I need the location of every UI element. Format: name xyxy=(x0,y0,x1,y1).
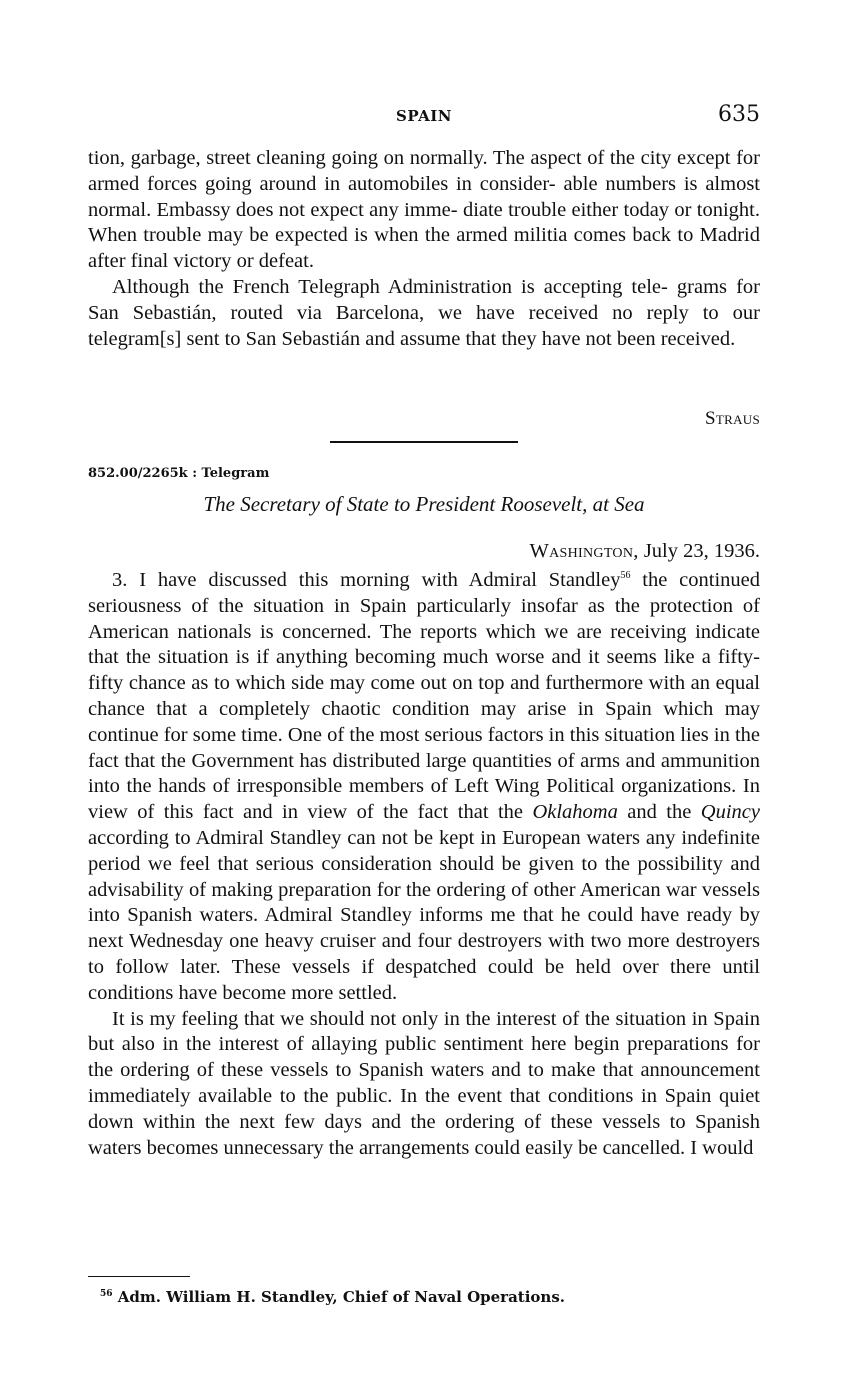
text-line: tion, garbage, street cleaning going on normally. The aspect of the xyxy=(88,147,635,169)
text-line: or defeat. xyxy=(236,250,314,273)
paragraph-text: the continued seriousness of the situation in Spain particularly insofar as the protection of American nationals is concerned. The reports which we are receiving indicate that the situation is if anything becoming much worse and it seems like a fifty-fifty chance as to which side may come out on top and furthermore with an equal chance that a completely chaotic condition may arise in Spain which may continue for some time. One of the most serious factors in this situation lies in the fact that the Government has distributed large quantities of arms and ammunition into the hands of irresponsible members of Left Wing Political organizations. In view of this fact and in view of the fact that the xyxy=(88,569,761,824)
footnote-reference: 56 xyxy=(620,570,631,582)
document-body xyxy=(88,568,760,1161)
dateline-date: July 23, 1936. xyxy=(638,540,760,562)
body-paragraph-2: It is my feeling that we should not only in the interest of the situation in Spain but also in the interest of allaying public sentiment here begin preparations for the ordering of these vessels to Spanish waters and to make that announcement immediately available to the public. In the event that conditions in Spain quiet down within the next few days and the ordering of these vessels to Spanish waters becomes unnecessary the arrangements could easily be cancelled. I would xyxy=(88,1007,760,1159)
text-line: Although the French Telegraph Administration is accepting tele- xyxy=(112,275,668,298)
text-line: is when the armed militia comes back to Madrid after final victory xyxy=(88,224,760,273)
file-reference: 852.00/2265k : Telegram xyxy=(88,466,270,481)
paragraph-lead: 3. I have discussed this morning with Admiral Standley xyxy=(112,569,621,591)
previous-paragraph-1 xyxy=(88,146,760,275)
running-head xyxy=(88,104,760,130)
text-line: reply to our telegram[s] sent to San Sebastián and assume that they xyxy=(88,301,760,350)
previous-paragraph-2 xyxy=(88,275,760,352)
previous-document-text xyxy=(88,146,760,352)
text-line: able numbers is almost normal. Embassy does not expect any imme- xyxy=(88,172,760,221)
dateline-place: Washington, xyxy=(529,540,639,562)
footnote xyxy=(100,1288,565,1306)
document-title: The Secretary of State to President Roosevelt, at Sea xyxy=(203,492,645,516)
section-divider xyxy=(330,441,518,443)
signature: Straus xyxy=(705,408,760,429)
text-line: diate trouble either today or tonight. When trouble may be expected xyxy=(88,198,761,247)
footnote-text: Adm. William H. Standley, Chief of Naval Operations. xyxy=(117,1288,566,1306)
dateline xyxy=(530,540,761,563)
text-line: have not been received. xyxy=(541,327,736,350)
page-number: 635 xyxy=(718,102,760,127)
footnote-mark: 56 xyxy=(100,1289,113,1299)
text-line: city except for armed forces going around in automobiles in consider- xyxy=(88,147,760,195)
text-line: grams for San Sebastián, routed via Barcelona, we have received no xyxy=(88,275,760,324)
ship-name-quincy: Quincy xyxy=(700,801,760,824)
ship-name-oklahoma: Oklahoma xyxy=(532,801,618,824)
body-paragraph-1 xyxy=(88,568,760,1007)
paragraph-text: according to Admiral Standley can not be kept in European waters any indefinite period we feel that serious consideration should be given to the possibility and advisability of making preparation for the ordering of other American war vessels into Spanish waters. Admiral Standley informs me that he could have ready by next Wednesday one heavy cruiser and four destroyers with two more destroyers to follow later. These vessels if despatched could be held over there until conditions have become more settled. xyxy=(88,826,760,1004)
footnote-divider xyxy=(88,1276,190,1277)
paragraph-text: and the xyxy=(617,801,701,824)
running-title: SPAIN xyxy=(396,107,452,125)
